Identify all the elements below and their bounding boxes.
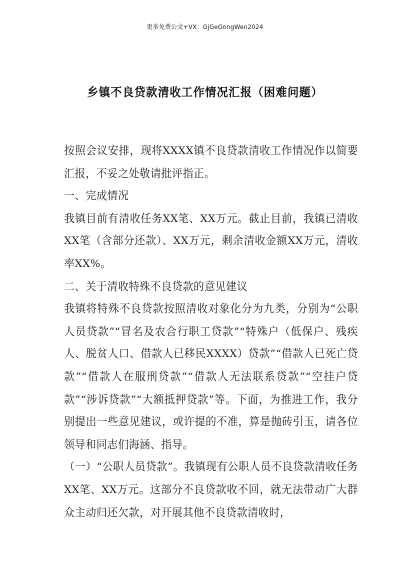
paragraph-completion: 我镇目前有清收任务XX笔、XX万元。截止目前，我镇已清收XX笔（含部分还款）、XX万元，剩余清收金额XX万元，清收率XX%。	[64, 212, 358, 270]
paragraph-intro: 按照会议安排，现将XXXX镇不良贷款清收工作情况作以简要汇报，不妥之处敬请批评指正。	[64, 145, 358, 180]
section-heading-suggestions: 二、关于清收特殊不良贷款的意见建议	[64, 280, 248, 293]
paragraph-public-officials: （一）“公职人员贷款”。我镇现有公职人员不良贷款清收任务XX笔、XX万元。这部分不良贷款收不回，就无法带动广大群众主动归还欠款，对开展其他不良贷款清收时，	[64, 461, 358, 519]
document-title: 乡镇不良贷款清收工作情况汇报（困难问题）	[87, 85, 323, 99]
section-heading-completion: 一、完成情况	[64, 190, 129, 203]
paragraph-categories: 我镇将特殊不良贷款按照清收对象化分为九类，分别为“公职人员贷款”“冒名及农合行职工贷款”“特殊户（低保户、残疾人、脱贫人口、借款人已移民XXXX）贷款”“借款人已死亡贷款”“借款人在服刑贷款”“借款人无法联系贷款”“空挂户贷款”“涉诉贷款”“大额抵押贷款”等。下面，为推进工作，我分别提出一些意见建议，或许提的不准，算是抛砖引玉，请各位领导和同志们海涵、指导。	[64, 303, 358, 451]
header-note: 更多免费公文+VX：GjGeGongWen2024	[146, 24, 264, 31]
document-body	[64, 140, 358, 524]
